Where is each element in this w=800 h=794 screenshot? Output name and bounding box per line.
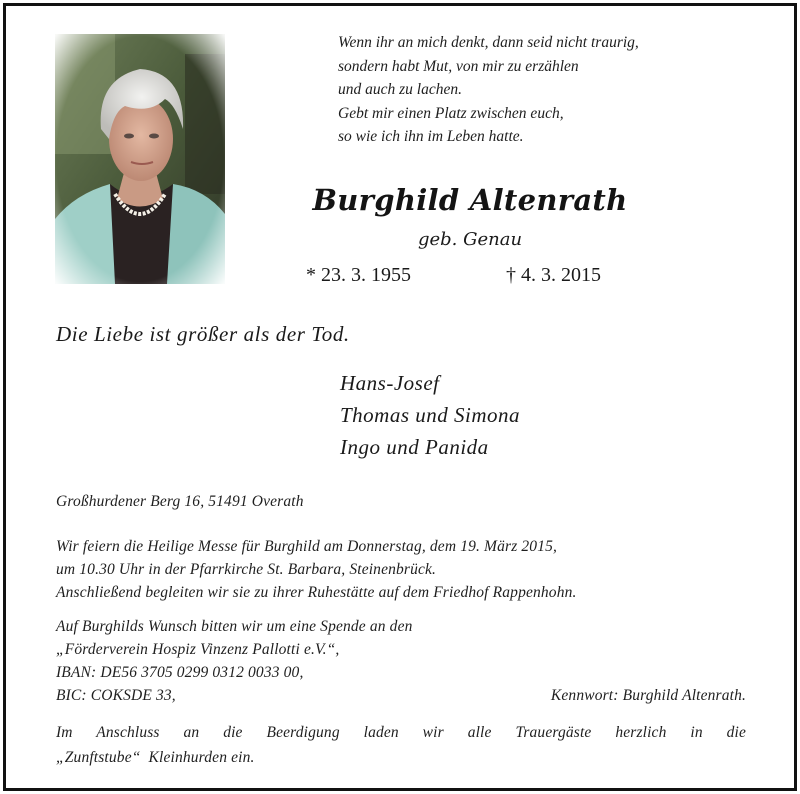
poem: [338, 31, 639, 149]
donation-info: [56, 615, 746, 707]
mourner-name: Thomas und Simona: [340, 403, 521, 427]
birth-date: * 23. 3. 1955: [306, 264, 411, 286]
service-line: um 10.30 Uhr in der Pfarrkirche St. Barbara, Steinenbrück.: [56, 561, 437, 578]
death-date: † 4. 3. 2015: [506, 264, 601, 286]
poem-line: und auch zu lachen.: [338, 81, 462, 98]
service-line: Wir feiern die Heilige Messe für Burghild am Donnerstag, dem 19. März 2015,: [56, 538, 558, 555]
poem-line: Gebt mir einen Platz zwischen euch,: [338, 104, 564, 122]
reception-line: „Zunftstube“ Kleinhurden ein.: [56, 749, 255, 766]
mourner-name: Hans-Josef: [340, 371, 440, 395]
reception-info: [56, 720, 746, 770]
service-line: Anschließend begleiten wir sie zu ihrer Ruhestätte auf dem Friedhof Rappenhohn.: [56, 584, 577, 601]
donation-bic-row: [56, 684, 746, 707]
donation-recipient: „Förderverein Hospiz Vinzenz Pallotti e.V.“,: [56, 641, 340, 658]
donation-bic: BIC: COKSDE 33,: [56, 687, 176, 704]
address: Großhurdener Berg 16, 51491 Overath: [56, 493, 304, 510]
reception-line: Im Anschluss an die Beerdigung laden wir alle Trauergäste herzlich in die: [56, 724, 746, 741]
poem-line: so wie ich ihn im Leben hatte.: [338, 128, 524, 145]
donation-iban: IBAN: DE56 3705 0299 0312 0033 00,: [56, 664, 304, 681]
poem-line: sondern habt Mut, von mir zu erzählen: [338, 57, 579, 75]
mourners-list: [340, 367, 520, 463]
poem-line: Wenn ihr an mich denkt, dann seid nicht traurig,: [338, 34, 639, 51]
deceased-name: Burghild Altenrath: [312, 183, 628, 217]
motto: Die Liebe ist größer als der Tod.: [56, 322, 350, 346]
maiden-name: geb. Genau: [417, 229, 523, 250]
donation-keyword: Kennwort: Burghild Altenrath.: [550, 687, 746, 704]
mourner-name: Ingo und Panida: [340, 435, 489, 459]
donation-line: Auf Burghilds Wunsch bitten wir um eine Spende an den: [56, 618, 413, 635]
service-info: [56, 535, 746, 604]
